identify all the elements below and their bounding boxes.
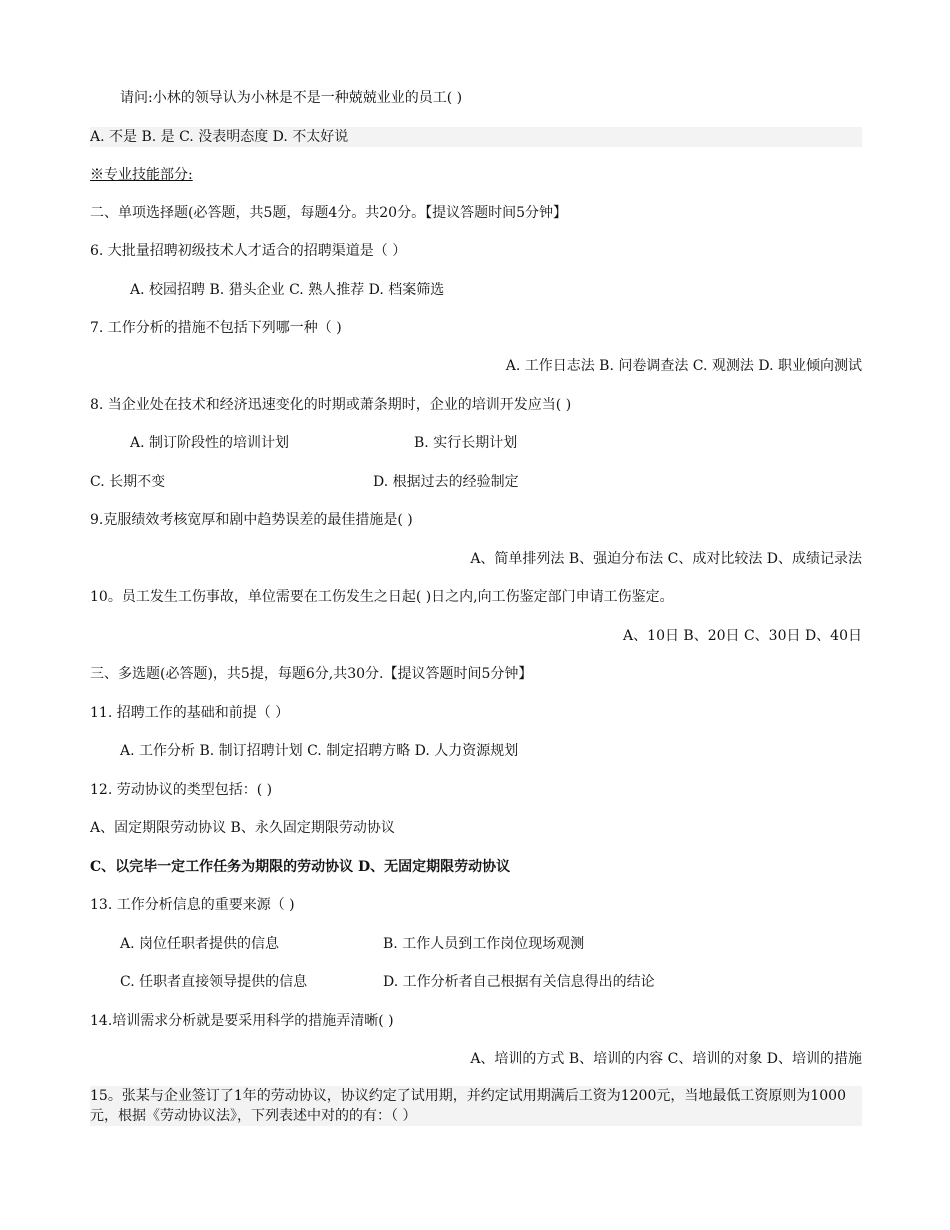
question-7: 7. 工作分析的措施不包括下列哪一种（ ) (90, 320, 342, 336)
question-12-options-ab: A、固定期限劳动协议 B、永久固定期限劳动协议 (90, 820, 395, 836)
question-8-option-d: D. 根据过去的经验制定 (373, 474, 519, 490)
question-14: 14.培训需求分析就是要采用科学的措施弄清晰( ) (90, 1013, 394, 1029)
question-7-options: A. 工作日志法 B. 问卷调查法 C. 观测法 D. 职业倾向测试 (505, 358, 862, 374)
question-11-options: A. 工作分析 B. 制订招聘计划 C. 制定招聘方略 D. 人力资源规划 (120, 743, 519, 759)
question-8-option-b: B. 实行长期计划 (414, 435, 518, 451)
question-12: 12. 劳动协议的类型包括：( ) (90, 782, 273, 798)
question-13-option-d: D. 工作分析者自己根据有关信息得出的结论 (383, 974, 655, 990)
question-12-options-cd: C、以完毕一定工作任务为期限的劳动协议 D、无固定期限劳动协议 (90, 859, 511, 875)
question-6: 6. 大批量招聘初级技术人才适合的招聘渠道是（ ） (90, 243, 407, 259)
question-10-options: A、10日 B、20日 C、30日 D、40日 (623, 628, 862, 644)
question-13-option-a: A. 岗位任职者提供的信息 (120, 936, 280, 952)
question-9-options: A、简单排列法 B、强迫分布法 C、成对比较法 D、成绩记录法 (470, 551, 862, 567)
question-8-option-a: A. 制订阶段性的培训计划 (130, 435, 290, 451)
question-8: 8. 当企业处在技术和经济迅速变化的时期或萧条期时，企业的培训开发应当( ) (90, 397, 572, 413)
question-13-option-b: B. 工作人员到工作岗位现场观测 (383, 936, 585, 952)
section-multi-choice: 三、多选题(必答题)，共5提，每题6分,共30分.【提议答题时间5分钟】 (90, 666, 533, 682)
question-intro: 请问:小林的领导认为小林是不是一种兢兢业业的员工( ) (120, 90, 463, 106)
question-13-option-c: C. 任职者直接领导提供的信息 (120, 974, 308, 990)
question-13: 13. 工作分析信息的重要来源（ ) (90, 897, 295, 913)
question-10: 10。员工发生工伤事故，单位需要在工伤发生之日起( )日之内,向工伤鉴定部门申请工伤鉴定。 (90, 589, 674, 605)
question-intro-options: A. 不是 B. 是 C. 没表明态度 D. 不太好说 (90, 127, 862, 147)
question-11: 11. 招聘工作的基础和前提（ ） (90, 705, 290, 721)
question-6-options: A. 校园招聘 B. 猎头企业 C. 熟人推荐 D. 档案筛选 (130, 282, 445, 298)
section-professional-skills: ※专业技能部分: (90, 167, 193, 183)
question-9: 9.克服绩效考核宽厚和剧中趋势误差的最佳措施是( ) (90, 512, 413, 528)
section-single-choice: 二、单项选择题(必答题，共5题，每题4分。共20分。【提议答题时间5分钟】 (90, 205, 567, 221)
question-15: 15。张某与企业签订了1年的劳动协议，协议约定了试用期，并约定试用期满后工资为1200元，当地最低工资原则为1000元，根据《劳动协议法》，下列表述中对的的有：（ ） (90, 1086, 862, 1126)
question-14-options: A、培训的方式 B、培训的内容 C、培训的对象 D、培训的措施 (470, 1051, 862, 1067)
question-8-option-c: C. 长期不变 (90, 474, 166, 490)
